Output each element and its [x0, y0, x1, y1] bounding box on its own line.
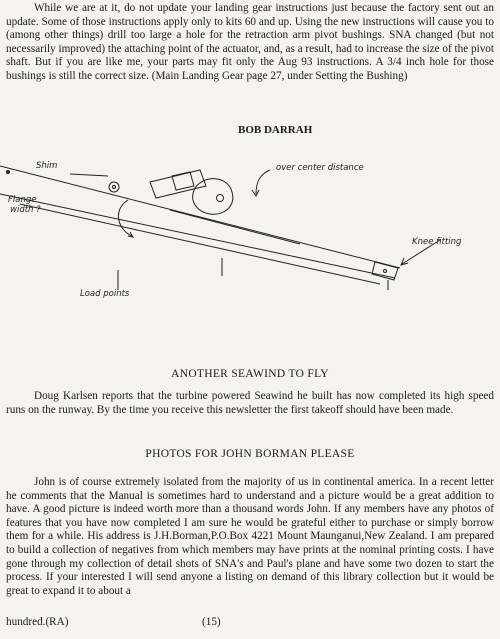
seawind-heading: ANOTHER SEAWIND TO FLY [171, 368, 329, 380]
author-signature: BOB DARRAH [238, 124, 313, 136]
shim-arrow [70, 174, 108, 176]
sketch-dot [7, 171, 10, 174]
over-center-arrowhead [252, 190, 259, 196]
pivot-pin [217, 195, 224, 202]
sketch-line-center [170, 210, 300, 244]
bushing-center [113, 186, 116, 189]
photos-paragraph: John is of course extremely isolated from the majority of us in continental america. In a recent letter he comments that the Manual is sometimes hard to understand and a picture would be a great addition to have. A good picture is indeed worth more than a thousand words John. If any members have any photos of features that you have now completed I am sure he would be grateful either to purchase or simply borrow them for a while. His address is J.H.Borman,P.O.Box 4221 Mount Maunganui,New Zealand. I am prepared to build a collection of negatives from which members may have prints at the nominal printing costs. I have gone through my collection of detail shots of SNA's and Paul's plane and have some two dozen to start the process. If your interested I will send anyone a listing on demand of this library collection but it would be great to expand it to about a [6, 476, 494, 597]
actuator-clamp [172, 172, 194, 190]
pivot-casting [193, 179, 233, 215]
over-center-arrow [256, 170, 270, 194]
knee-fitting-hole [384, 270, 387, 273]
landing-gear-paragraph: While we are at it, do not update your landing gear instructions just because the factory sent out an update. Some of those instructions apply only to kits 60 and up. Using the new instructions will cause you to (among other things) drill too large a hole for the retraction arm pivot bushings. SNA changed (but not necessarily improved) the attaching point of the actuator, and, as a result, had to increase the size of the pivot shaft. But if you are like me, your parts may fit only the Aug 93 instructions. A 3/4 inch hole for those bushings is still the correct size. (Main Landing Gear page 27, under Setting the Bushing) [6, 2, 494, 82]
bushing-circle [109, 182, 119, 192]
photos-heading: PHOTOS FOR JOHN BORMAN PLEASE [145, 448, 355, 460]
flange-label-2: width ? [10, 205, 41, 215]
flange-label: Flange [8, 195, 37, 205]
landing-gear-sketch [0, 140, 500, 310]
sketch-line-lower [20, 204, 380, 284]
sketch-line-top [0, 166, 400, 268]
load-points-label: Load points [80, 289, 130, 299]
seawind-paragraph: Doug Karlsen reports that the turbine powered Seawind he built has now completed its high speed runs on the runway. By the time you receive this newsletter the first takeoff should have been made. [6, 390, 494, 416]
photos-last-line: hundred.(RA) [6, 616, 69, 628]
page-number: (15) [202, 616, 221, 628]
knee-fitting-label: Knee fitting [412, 237, 462, 247]
page-footer [6, 616, 494, 628]
sketch-line-middle [0, 194, 395, 278]
over-center-label: over center distance [276, 163, 364, 173]
shim-label: Shim [36, 161, 58, 171]
rotation-arrow [118, 200, 132, 236]
